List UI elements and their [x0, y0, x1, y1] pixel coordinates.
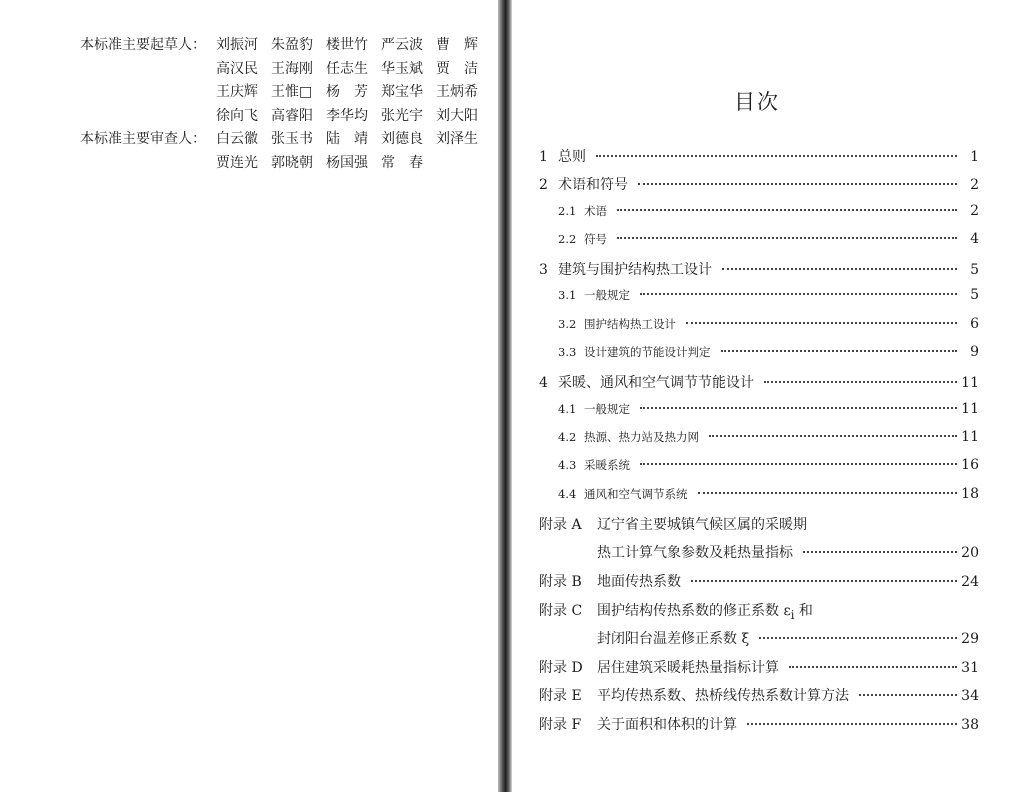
- toc-entry[interactable]: [539, 628, 979, 657]
- toc-entry-number: 2.1: [558, 203, 577, 218]
- toc-entry-number: 附录 E: [539, 688, 582, 705]
- toc-page-number: 5: [970, 287, 979, 304]
- table-of-contents: [539, 146, 979, 743]
- person-name: 贾 洁: [436, 60, 478, 77]
- toc-entry-title: 采暖、通风和空气调节节能设计: [558, 375, 754, 392]
- person-name: 张玉书: [271, 131, 313, 147]
- toc-entry[interactable]: [539, 401, 979, 429]
- person-name: 王惟□: [271, 84, 313, 100]
- toc-page-number: 11: [961, 375, 979, 392]
- toc-page-number: 9: [970, 344, 979, 361]
- toc-entry[interactable]: [539, 685, 979, 714]
- toc-entry[interactable]: [539, 486, 979, 514]
- toc-entry-number: 4.1: [558, 401, 577, 416]
- toc-page-number: 20: [961, 545, 979, 562]
- toc-entry[interactable]: [539, 657, 979, 686]
- person-name: 楼世竹: [326, 37, 368, 53]
- toc-leader-dots: [698, 491, 958, 494]
- person-name: 杨 芳: [326, 84, 368, 100]
- toc-entry-number: 3: [539, 262, 548, 279]
- toc-entry[interactable]: [539, 231, 979, 259]
- toc-leader-dots: [638, 182, 957, 185]
- person-name: 陆 靖: [326, 131, 368, 147]
- toc-entry-number: 3.3: [558, 345, 577, 360]
- person-name: 高睿阳: [271, 107, 313, 124]
- toc-entry[interactable]: [539, 372, 979, 400]
- toc-leader-dots: [617, 236, 957, 239]
- toc-leader-dots: [686, 321, 957, 324]
- toc-entry-title: 一般规定: [584, 401, 630, 416]
- toc-entry-title: 一般规定: [584, 288, 630, 303]
- person-name: 郑宝华: [381, 84, 423, 100]
- toc-entry[interactable]: [539, 457, 979, 485]
- toc-entry-title: 设计建筑的节能设计判定: [584, 345, 711, 360]
- toc-page-number: 16: [961, 457, 979, 474]
- toc-entry[interactable]: [539, 203, 979, 231]
- toc-leader-dots: [721, 349, 958, 352]
- right-page: [512, 0, 1024, 792]
- name-line: [216, 58, 476, 82]
- person-name: 任志生: [326, 60, 368, 77]
- person-name: 白云徽: [216, 131, 258, 147]
- toc-entry-title: 围护结构传热系数的修正系数 $\varepsilon_i$ 和: [597, 602, 813, 622]
- toc-entry-number: 附录 B: [539, 574, 582, 591]
- toc-entry-number: 附录 A: [539, 516, 582, 533]
- toc-entry-title: 关于面积和体积的计算: [597, 717, 737, 734]
- credits-block: [80, 34, 476, 175]
- toc-page-number: 11: [961, 400, 979, 417]
- toc-leader-dots: [640, 292, 957, 295]
- toc-entry-title: 热源、热力站及热力网: [584, 429, 699, 444]
- person-name: 高汉民: [216, 60, 258, 77]
- name-line: [216, 105, 476, 129]
- name-line: [216, 128, 476, 152]
- toc-entry[interactable]: [539, 542, 979, 571]
- toc-leader-dots: [764, 380, 957, 383]
- toc-entry-number: 4.2: [558, 429, 577, 444]
- person-name: 刘泽生: [436, 131, 478, 147]
- person-name: 华玉斌: [381, 60, 423, 77]
- toc-entry-title: 热工计算气象参数及耗热量指标: [597, 545, 793, 562]
- toc-leader-dots: [803, 550, 957, 553]
- toc-entry-title: 地面传热系数: [597, 574, 681, 591]
- toc-page-number: 2: [970, 202, 979, 219]
- person-name: 严云波: [381, 37, 423, 53]
- toc-entry-title: 采暖系统: [584, 458, 630, 473]
- toc-entry[interactable]: [539, 316, 979, 344]
- book-gutter: [498, 0, 512, 792]
- person-name: 刘大阳: [436, 107, 478, 124]
- toc-leader-dots: [596, 154, 957, 157]
- toc-page-number: 38: [961, 717, 979, 734]
- name-line: [216, 34, 476, 58]
- toc-entry-number: 1: [539, 149, 548, 165]
- drafter-names: [216, 34, 476, 128]
- person-name: 王炳希: [436, 84, 478, 100]
- toc-leader-dots: [640, 462, 957, 465]
- drafters-section: [80, 34, 476, 128]
- toc-page-number: 18: [961, 485, 979, 502]
- toc-entry-title: 总则: [558, 149, 586, 165]
- toc-entry-title: 符号: [584, 231, 607, 246]
- toc-entry[interactable]: [539, 514, 979, 543]
- toc-page-number: 34: [961, 688, 979, 705]
- toc-leader-dots: [640, 406, 957, 409]
- toc-entry[interactable]: [539, 174, 979, 202]
- person-name: 杨国强: [326, 154, 368, 171]
- toc-leader-dots: [691, 579, 957, 582]
- toc-entry-number: 附录 D: [539, 659, 583, 676]
- toc-entry-number: 4.4: [558, 486, 577, 501]
- toc-entry-title: 术语和符号: [558, 177, 628, 194]
- toc-leader-dots: [709, 434, 957, 437]
- toc-page-number: 2: [970, 177, 979, 194]
- toc-entry[interactable]: [539, 600, 979, 629]
- reviewers-section: [80, 128, 476, 175]
- person-name: 郭晓朝: [271, 154, 313, 171]
- toc-entry-number: 附录 C: [539, 602, 583, 619]
- toc-entry[interactable]: [539, 344, 979, 372]
- toc-entry[interactable]: [539, 259, 979, 287]
- person-name: 常 春: [381, 154, 423, 171]
- toc-page-number: 31: [961, 659, 979, 676]
- person-name: 王庆辉: [216, 84, 258, 100]
- toc-entry[interactable]: [539, 429, 979, 457]
- toc-title: 目次: [734, 90, 780, 114]
- toc-entry-title: 居住建筑采暖耗热量指标计算: [597, 659, 779, 676]
- toc-leader-dots: [747, 722, 957, 725]
- toc-entry[interactable]: [539, 146, 979, 174]
- toc-entry-number: 2: [539, 177, 548, 194]
- toc-entry-number: 4.3: [558, 458, 577, 473]
- toc-entry-subscript: i: [790, 607, 795, 622]
- toc-entry-title: 辽宁省主要城镇气候区属的采暖期: [597, 516, 807, 533]
- name-line: [216, 152, 476, 176]
- person-name: 李华均: [326, 107, 368, 124]
- toc-page-number: 5: [970, 262, 979, 279]
- toc-entry[interactable]: [539, 714, 979, 743]
- person-name: 张光宇: [381, 107, 423, 124]
- person-name: 徐向飞: [216, 107, 258, 124]
- toc-entry-title: 封闭阳台温差修正系数 ξ: [597, 631, 750, 648]
- person-name: 王海刚: [271, 60, 313, 77]
- toc-entry[interactable]: [539, 287, 979, 315]
- toc-entry-title: 建筑与围护结构热工设计: [558, 262, 712, 279]
- toc-leader-dots: [859, 693, 957, 696]
- toc-page-number: 24: [961, 574, 979, 591]
- toc-entry-title: 围护结构热工设计: [584, 316, 676, 331]
- toc-page-number: 11: [961, 428, 979, 445]
- toc-entry-number: 3.1: [558, 288, 577, 303]
- toc-entry-number: 3.2: [558, 316, 577, 331]
- toc-entry-title: 平均传热系数、热桥线传热系数计算方法: [597, 688, 849, 705]
- toc-entry-title-tail: 和: [794, 602, 813, 619]
- person-name: 贾连光: [216, 154, 258, 171]
- toc-entry-number: 附录 F: [539, 717, 582, 734]
- toc-page-number: 29: [961, 631, 979, 648]
- toc-entry-title: 通风和空气调节系统: [584, 486, 688, 501]
- person-name: 刘德良: [381, 131, 423, 147]
- drafters-label: 本标准主要起草人：: [80, 37, 206, 53]
- toc-leader-dots: [789, 665, 957, 668]
- toc-page-number: 1: [970, 149, 979, 165]
- toc-entry-number: 2.2: [558, 231, 577, 246]
- person-name: 刘振河: [216, 37, 258, 53]
- toc-leader-dots: [722, 267, 957, 270]
- toc-leader-dots: [759, 636, 957, 639]
- reviewers-label: 本标准主要审查人：: [80, 131, 206, 147]
- left-page: [0, 0, 498, 792]
- person-name: 曹 辉: [436, 37, 478, 53]
- toc-page-number: 4: [970, 230, 979, 247]
- name-line: [216, 81, 476, 105]
- toc-entry-title: 术语: [584, 203, 607, 218]
- reviewer-names: [216, 128, 476, 175]
- person-name: 朱盈豹: [271, 37, 313, 53]
- toc-entry-number: 4: [539, 375, 548, 392]
- toc-leader-dots: [617, 208, 957, 211]
- toc-entry[interactable]: [539, 571, 979, 600]
- toc-page-number: 6: [970, 315, 979, 332]
